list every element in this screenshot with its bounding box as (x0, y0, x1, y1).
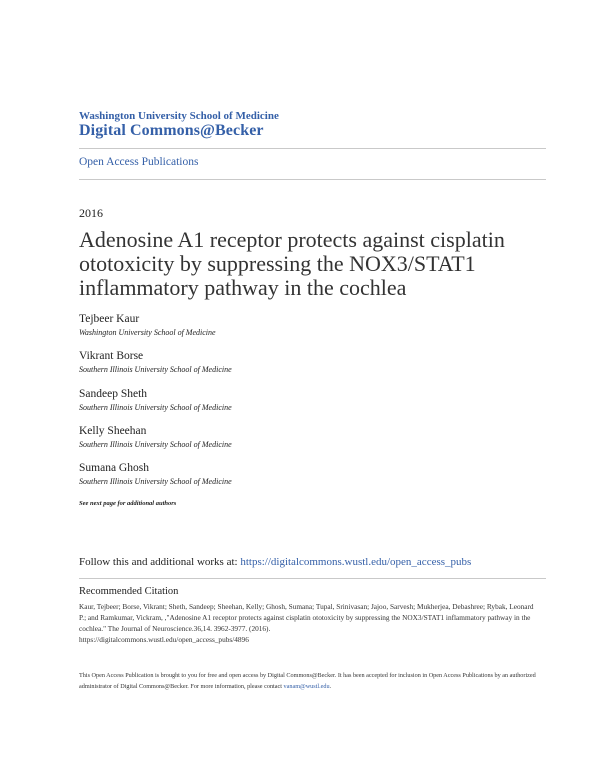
access-notice (79, 670, 539, 692)
citation-block (79, 601, 539, 645)
collection-divider (79, 179, 546, 180)
follow-label: Follow this and additional works at: (79, 556, 241, 568)
follow-line (79, 556, 471, 568)
citation-link[interactable]: https://digitalcommons.wustl.edu/open_access_pubs/4896 (79, 635, 249, 644)
collection-link[interactable]: Open Access Publications (79, 156, 199, 168)
author-affiliation: Southern Illinois University School of Medicine (79, 403, 232, 412)
citation-text: Kaur, Tejbeer; Borse, Vikrant; Sheth, Sandeep; Sheehan, Kelly; Ghosh, Sumana; Tupal, Srinivasan; Jajoo, Sarvesh; Mukherjea, Debashree; Rybak, Leonard P.; and Ramkumar, Vickram, ,"Adenosine A1 receptor protects against cisplatin ototoxicity by suppressing the NOX3/STAT1 inflammatory pathway in the cochlea." The Journal of Neuroscience.36,14. 3962-3977. (2016). (79, 602, 534, 633)
author-name: Kelly Sheehan (79, 425, 147, 437)
article-title: Adenosine A1 receptor protects against cisplatin ototoxicity by suppressing the NOX3/STAT1 inflammatory pathway in the cochlea (79, 227, 505, 300)
citation-heading: Recommended Citation (79, 586, 179, 597)
citation-divider (79, 578, 546, 579)
follow-url-link[interactable]: https://digitalcommons.wustl.edu/open_access_pubs (240, 556, 472, 568)
header-divider (79, 148, 546, 149)
contact-email-link[interactable]: vanam@wustl.edu (283, 683, 330, 690)
notice-text: This Open Access Publication is brought to you for free and open access by Digital Commons@Becker. It has been accepted for inclusion in Open Access Publications by an authorized administrator of Digital Commons@Becker. For more information, please contact (79, 672, 536, 690)
author-affiliation: Southern Illinois University School of Medicine (79, 440, 232, 449)
publication-year: 2016 (79, 206, 103, 220)
institution-name[interactable]: Washington University School of Medicine (79, 110, 279, 122)
repository-name[interactable]: Digital Commons@Becker (79, 122, 264, 139)
author-affiliation: Washington University School of Medicine (79, 328, 216, 337)
author-affiliation: Southern Illinois University School of Medicine (79, 365, 232, 374)
author-name: Sandeep Sheth (79, 388, 148, 400)
notice-end: . (329, 683, 332, 690)
author-name: Vikrant Borse (79, 350, 144, 362)
more-authors-note: See next page for additional authors (79, 500, 177, 507)
author-name: Tejbeer Kaur (79, 313, 140, 325)
author-name: Sumana Ghosh (79, 462, 149, 474)
author-affiliation: Southern Illinois University School of Medicine (79, 477, 232, 486)
